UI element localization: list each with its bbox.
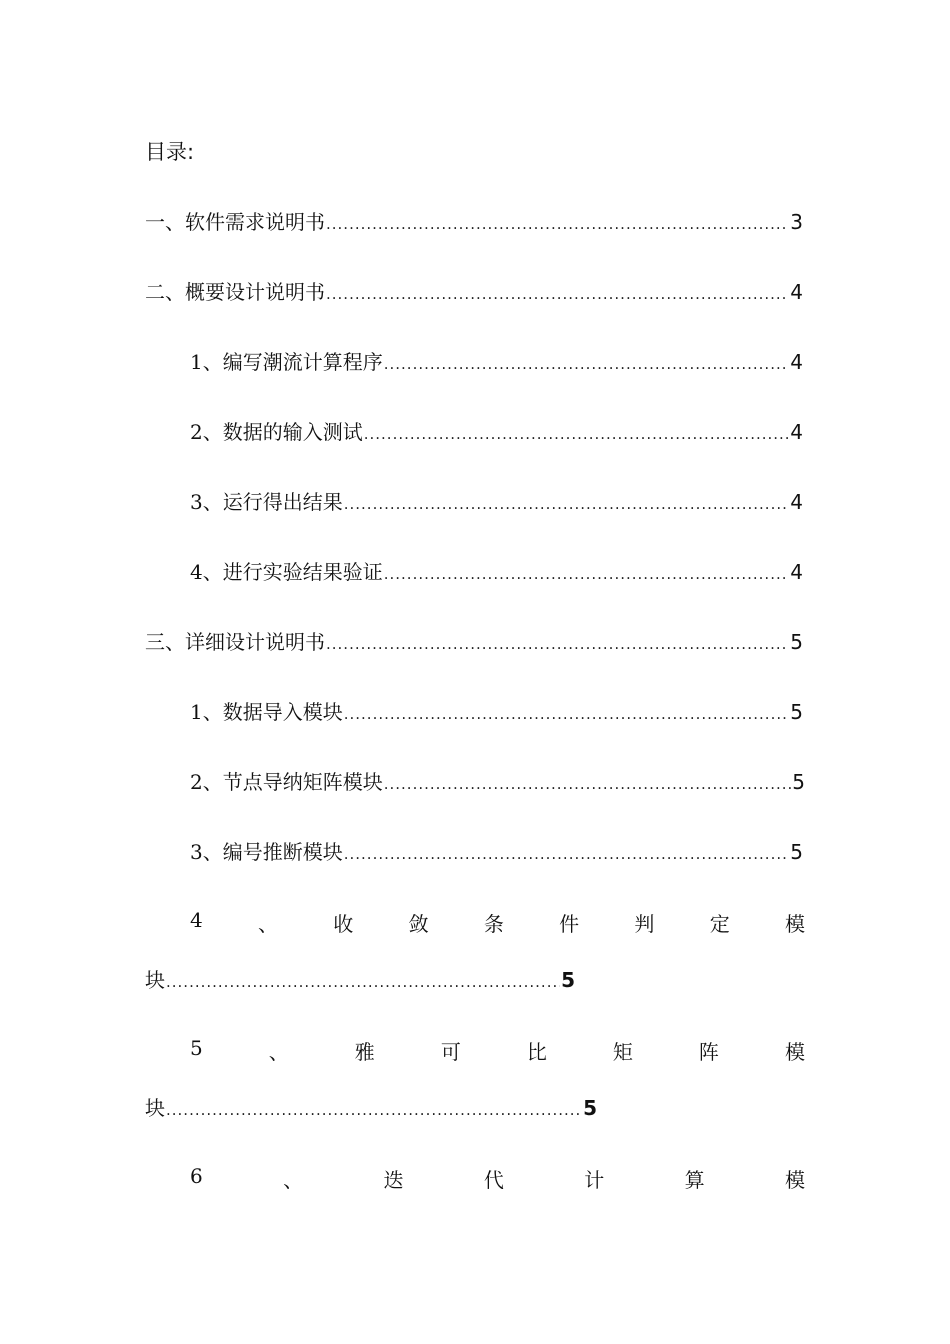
toc-entry[interactable] (145, 626, 803, 655)
toc-leader-dots (384, 355, 790, 373)
toc-page-number: 4 (790, 490, 803, 514)
toc-entry-justified-line[interactable] (190, 1164, 805, 1193)
toc-entry-text: 二、概要设计说明书 (145, 280, 325, 304)
toc-entry-text: 1、编写潮流计算程序 (190, 350, 383, 374)
toc-char: 5 (190, 1036, 203, 1060)
toc-leader-dots (344, 705, 790, 723)
toc-entry[interactable] (190, 696, 803, 725)
toc-char: 收 (333, 912, 354, 936)
toc-entry-text: 1、数据导入模块 (190, 700, 343, 724)
toc-char: 定 (709, 912, 730, 936)
toc-char: 、 (268, 1040, 289, 1064)
toc-char: 模 (784, 1040, 805, 1064)
toc-entry[interactable] (190, 836, 803, 865)
toc-page-number: 5 (790, 840, 803, 864)
toc-title: 目录: (145, 140, 195, 164)
toc-leader-dots (344, 495, 790, 513)
toc-page-number: 5 (790, 630, 803, 654)
toc-char: 迭 (383, 1168, 404, 1192)
toc-leader-dots (384, 565, 790, 583)
toc-page-number: 3 (790, 210, 803, 234)
toc-entry[interactable] (190, 556, 803, 585)
toc-page-number: 5 (583, 1096, 597, 1120)
toc-char: 判 (634, 912, 655, 936)
toc-char: 敛 (408, 912, 429, 936)
toc-page-number: 5 (561, 968, 575, 992)
toc-entry-text: 4、进行实验结果验证 (190, 560, 383, 584)
toc-char: 模 (784, 1168, 805, 1192)
toc-char: 矩 (612, 1040, 633, 1064)
toc-entry[interactable] (190, 346, 803, 375)
toc-char: 、 (283, 1168, 304, 1192)
toc-entry-justified-line[interactable] (190, 908, 805, 937)
toc-char: 6 (190, 1164, 203, 1188)
toc-entry-text: 3、运行得出结果 (190, 490, 343, 514)
toc-leader-dots (326, 215, 789, 233)
toc-char: 条 (483, 912, 504, 936)
toc-char: 模 (784, 912, 805, 936)
toc-entry-text: 2、节点导纳矩阵模块 (190, 770, 383, 794)
toc-entry-continuation[interactable] (145, 1092, 597, 1121)
toc-page-number: 4 (790, 280, 803, 304)
toc-entry-text: 三、详细设计说明书 (145, 630, 325, 654)
toc-entry[interactable] (190, 766, 805, 795)
toc-entry[interactable] (190, 486, 803, 515)
toc-page-number: 4 (790, 350, 803, 374)
toc-leader-dots (166, 1101, 582, 1119)
toc-char: 4 (190, 908, 203, 932)
toc-leader-dots (166, 973, 560, 991)
toc-char: 算 (684, 1168, 705, 1192)
toc-entry[interactable] (145, 206, 803, 235)
toc-entry[interactable] (190, 416, 803, 445)
toc-leader-dots (384, 775, 792, 793)
toc-leader-dots (364, 425, 790, 443)
toc-char: 比 (526, 1040, 547, 1064)
toc-page-number: 5 (792, 770, 805, 794)
toc-entry[interactable] (145, 276, 803, 305)
toc-leader-dots (326, 285, 789, 303)
toc-char: 件 (559, 912, 580, 936)
toc-char: 雅 (354, 1040, 375, 1064)
toc-char: 、 (258, 912, 279, 936)
toc-leader-dots (344, 845, 790, 863)
toc-entry-text: 3、编号推断模块 (190, 840, 343, 864)
toc-entry-justified-line[interactable] (190, 1036, 805, 1065)
toc-char: 代 (483, 1168, 504, 1192)
toc-page-number: 4 (790, 560, 803, 584)
toc-entry-text: 一、软件需求说明书 (145, 210, 325, 234)
toc-entry-continuation[interactable] (145, 964, 575, 993)
toc-entry-text: 块 (145, 968, 165, 992)
toc-leader-dots (326, 635, 789, 653)
toc-char: 可 (440, 1040, 461, 1064)
toc-entry-text: 2、数据的输入测试 (190, 420, 363, 444)
toc-page-number: 4 (790, 420, 803, 444)
toc-page-number: 5 (790, 700, 803, 724)
toc-char: 阵 (698, 1040, 719, 1064)
toc-char: 计 (584, 1168, 605, 1192)
toc-entry-text: 块 (145, 1096, 165, 1120)
